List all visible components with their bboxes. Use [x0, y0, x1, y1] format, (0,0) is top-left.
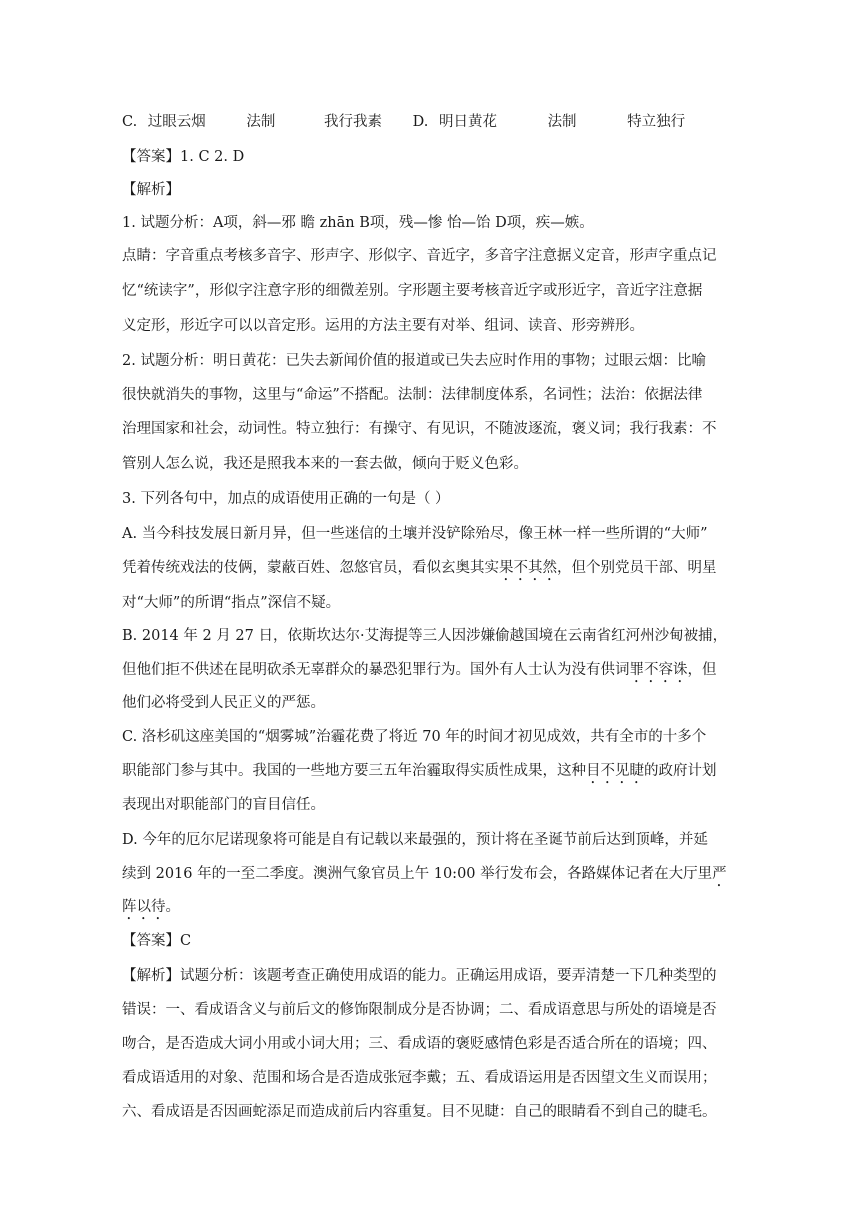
analysis-1-line: 1. 试题分析：A项，斜—邪 瞻 zhān B项，残—惨 怡—饴 D项，疾—嫉。 — [122, 215, 594, 231]
question-3: 3. 下列各句中，加点的成语使用正确的一句是（ ） — [122, 491, 450, 507]
option-c-word-1: 过眼云烟 — [147, 114, 206, 130]
analysis-1-header: 【解析】 — [122, 182, 180, 198]
analysis-3-line: 六、看成语是否因画蛇添足而造成前后内容重复。目不见睫：自己的眼睛看不到自己的睫毛。 — [122, 1104, 717, 1120]
analysis-1-line: 义定形，形近字可以以音定形。运用的方法主要有对举、组词、读音、形旁辨形。 — [122, 318, 644, 334]
q3-option-d-line1: D. 今年的厄尔尼诺现象将可能是自有记载以来最强的，预计将在圣诞节前后达到顶峰，并延 — [122, 832, 708, 848]
analysis-2-line: 管别人怎么说，我还是照我本来的一套去做，倾向于贬义色彩。 — [122, 456, 528, 472]
q3-option-a-tail: ，但个别党员干部、明星 — [557, 560, 717, 576]
analysis-1-line: 点睛：字音重点考核多音字、形声字、形似字、音近字，多音字注意据义定音，形声字重点记 — [122, 248, 717, 264]
q3-option-b-idiom: 罪不容诛 — [629, 662, 688, 678]
q3-option-a-line3: 对“大师”的所谓“指点”深信不疑。 — [122, 595, 341, 611]
q3-option-d-idiom-start: 严 — [712, 866, 727, 882]
q3-option-b-tail: ，但 — [687, 662, 717, 678]
option-d-word-1: 明日黄花 — [438, 114, 497, 130]
analysis-3-line: 看成语适用的对象、范围和场合是否造成张冠李戴；五、看成语运用是否因望文生义而误用； — [122, 1070, 717, 1086]
options-cd-row — [122, 112, 742, 134]
option-d-word-3: 特立独行 — [627, 114, 686, 130]
option-c-word-3: 我行我素 — [324, 114, 383, 130]
q3-option-a-line1: A. 当今科技发展日新月异，但一些迷信的土壤并没铲除殆尽，像王林一样一些所谓的“大师” — [122, 526, 708, 542]
q3-option-d-tail: 。 — [165, 899, 180, 915]
analysis-2-line: 2. 试题分析：明日黄花：已失去新闻价值的报道或已失去应时作用的事物；过眼云烟：比喻 — [122, 353, 706, 369]
q3-option-b-line3: 他们必将受到人民正义的严惩。 — [122, 695, 325, 711]
q3-option-c-line1: C. 洛杉矶这座美国的“烟雾城”治霾花费了将近 70 年的时间才初见成效，共有全市的十多个 — [122, 729, 707, 745]
q3-option-a-idiom: 果不其然 — [499, 560, 557, 576]
q3-option-b-line1: B. 2014 年 2 月 27 日，依斯坎达尔·艾海提等三人因涉嫌偷越国境在云南省红河州沙甸被捕， — [122, 628, 728, 644]
q3-option-b-line2 — [122, 660, 742, 682]
analysis-2-line: 很快就消失的事物，这里与“命运”不搭配。法制：法律制度体系，名词性；法治：依据法律 — [122, 387, 703, 403]
option-c-label: C. — [122, 114, 138, 130]
q3-option-c-tail: 的政府计划 — [644, 763, 717, 779]
q3-option-d-line3 — [122, 897, 742, 919]
q3-option-a-text: 凭着传统戏法的伎俩，蒙蔽百姓、忽悠官员，看似玄奥其实 — [122, 560, 499, 576]
q3-option-b-text: 但他们拒不供述在昆明砍杀无辜群众的暴恐犯罪行为。国外有人士认为没有供词 — [122, 662, 630, 678]
q3-option-d-idiom-end: 阵以待 — [122, 899, 166, 915]
analysis-3-line: 错误：一、看成语含义与前后文的修饰限制成分是否协调；二、看成语意思与所处的语境是否 — [122, 1002, 717, 1018]
q3-option-c-idiom: 目不见睫 — [586, 763, 644, 779]
q3-option-d-text: 续到 2016 年的一至二季度。澳洲气象官员上午 10:00 举行发布会，各路媒体记者在大厅里 — [122, 866, 713, 882]
q3-option-d-line2 — [122, 864, 742, 886]
q3-option-c-line3: 表现出对职能部门的盲目信任。 — [122, 797, 325, 813]
q3-option-c-text: 职能部门参与其中。我国的一些地方要三五年治霾取得实质性成果，这种 — [122, 763, 586, 779]
analysis-3-line: 吻合，是否造成大词小用或小词大用；三、看成语的褒贬感情色彩是否适合所在的语境；四、 — [122, 1036, 717, 1052]
option-d-label: D. — [412, 114, 429, 130]
option-c-word-2: 法制 — [246, 114, 276, 130]
answer-1: 【答案】1. C 2. D — [122, 149, 245, 165]
analysis-1-line: 忆“统读字”，形似字注意字形的细微差别。字形题主要考核音近字或形近字，音近字注意据 — [122, 283, 703, 299]
option-d-word-2: 法制 — [547, 114, 577, 130]
analysis-3-line: 【解析】试题分析：该题考查正确使用成语的能力。正确运用成语，要弄清楚一下几种类型的 — [122, 968, 717, 984]
q3-option-a-line2 — [122, 558, 742, 580]
analysis-2-line: 治理国家和社会，动词性。特立独行：有操守、有见识，不随波逐流，褒义词；我行我素：不 — [122, 421, 717, 437]
answer-3: 【答案】C — [122, 933, 192, 949]
q3-option-c-line2 — [122, 761, 742, 783]
